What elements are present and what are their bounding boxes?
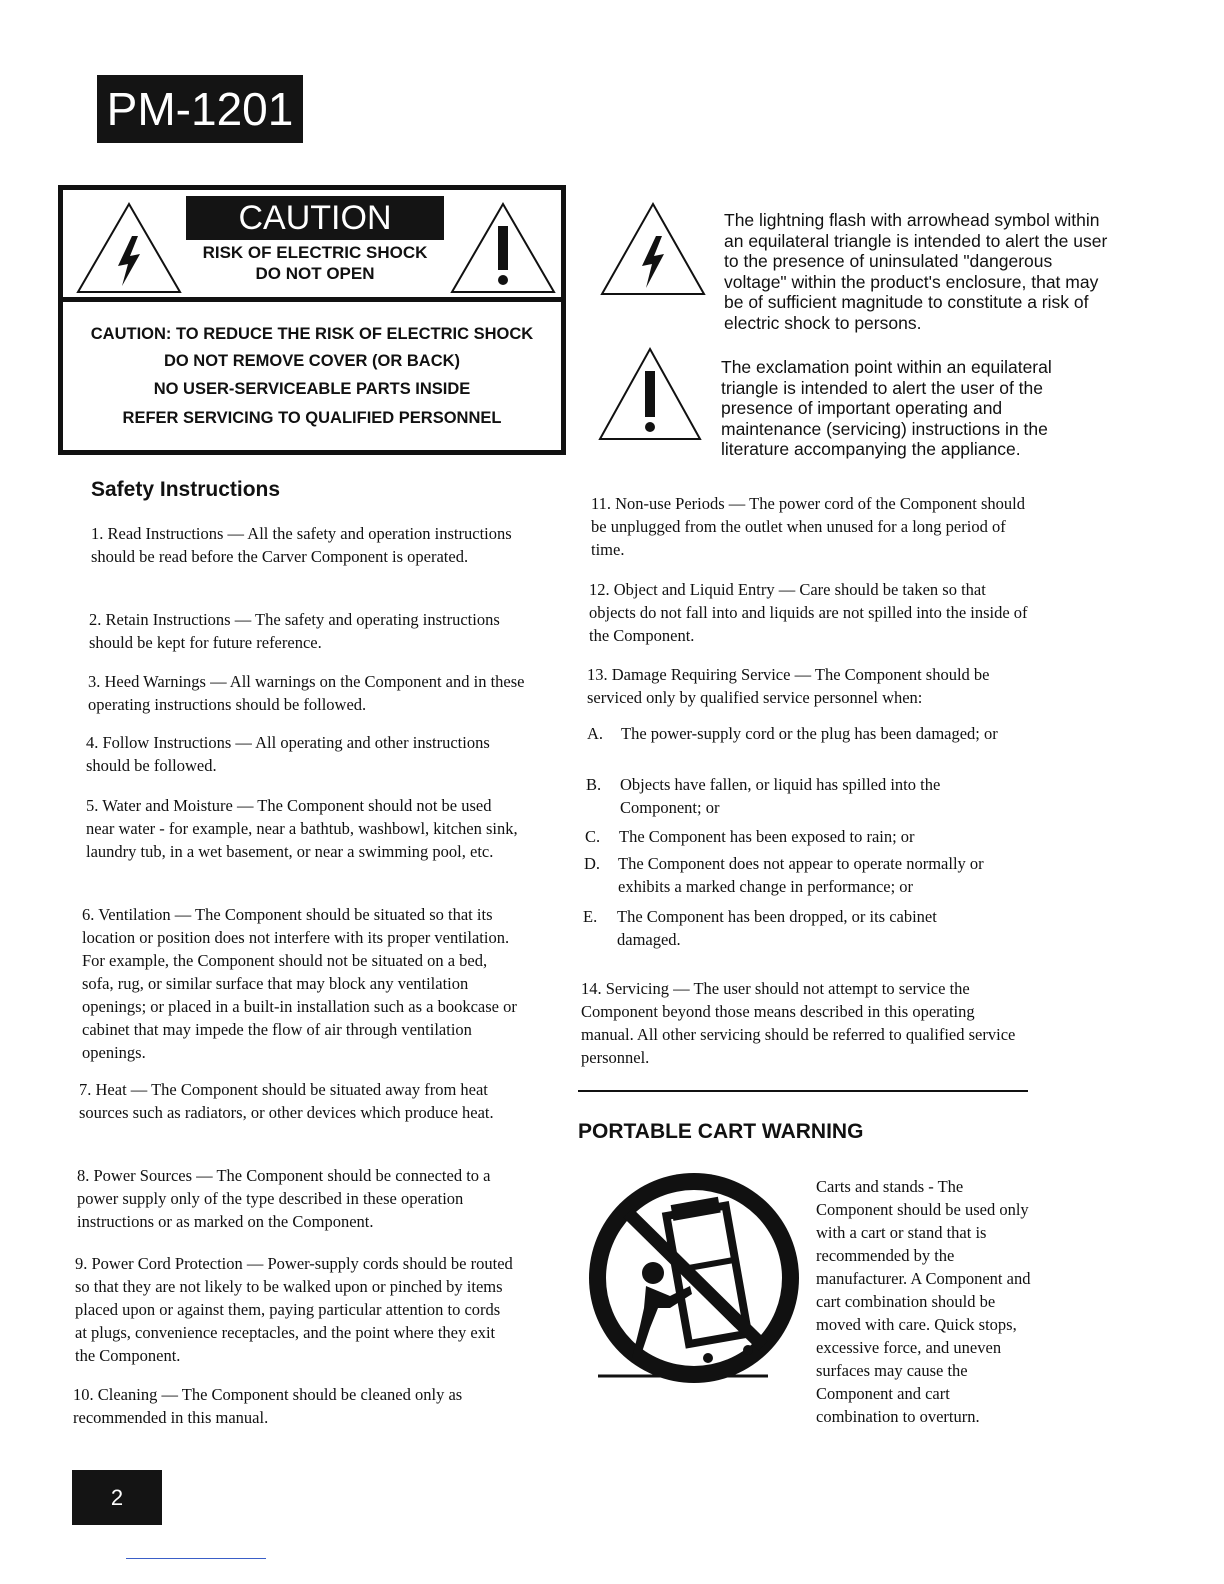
sub-item-letter: C.	[585, 827, 601, 846]
safety-item-11: 11. Non-use Periods — The power cord of the Component should be unplugged from the outlet when unused for a long period of time.	[591, 494, 1025, 559]
safety-item-4: 4. Follow Instructions — All operating and other instructions should be followed.	[86, 733, 490, 775]
exclamation-explanation: The exclamation point within an equilateral triangle is intended to alert the user of the presence of important operating and maintenance (servicing) instructions in the literature accompanying the appliance.	[721, 357, 1052, 459]
lightning-triangle-icon	[74, 200, 184, 296]
cart-tipping-icon	[578, 1168, 808, 1393]
section-divider	[578, 1090, 1028, 1092]
safety-item-1: 1. Read Instructions — All the safety and operation instructions should be read before the Carver Component is operated.	[91, 524, 512, 566]
sub-item-letter: E.	[583, 907, 598, 926]
safety-item-8: 8. Power Sources — The Component should be connected to a power supply only of the type described in these operation instructions or as marked on the Component.	[77, 1166, 491, 1231]
footer-rule	[126, 1558, 266, 1559]
caution-banner: CAUTION	[186, 196, 444, 240]
safety-item-5: 5. Water and Moisture — The Component should not be used near water - for example, near a bathtub, washbowl, kitchen sink, laundry tub, in a wet basement, or near a swimming pool, etc.	[86, 796, 518, 861]
safety-item-6: 6. Ventilation — The Component should be situated so that its location or position does not interfere with its proper ventilation. For example, the Component should not be situated on a bed, sofa, rug, or similar surface that may block any ventilation openings; or placed in a built-in installation such as a bookcase or cabinet that may impede the flow of air through ventilation openings.	[82, 905, 517, 1062]
page-number: 2	[72, 1470, 162, 1525]
sub-item-e	[583, 905, 1003, 951]
caution-subtitle-1: RISK OF ELECTRIC SHOCK	[202, 243, 428, 262]
sub-item-text: The Component has been exposed to rain; or	[619, 827, 915, 846]
exclamation-symbol-icon	[596, 345, 704, 443]
safety-item-13: 13. Damage Requiring Service — The Component should be serviced only by qualified service personnel when:	[587, 665, 990, 707]
sub-item-letter: D.	[584, 854, 601, 873]
safety-item-3: 3. Heed Warnings — All warnings on the Component and in these operating instructions should be followed.	[88, 672, 525, 714]
lightning-explanation: The lightning flash with arrowhead symbol within an equilateral triangle is intended to alert the user to the presence of uninsulated "dangerous voltage" within the product's enclosure, that may be of sufficient magnitude to constitute a risk of electric shock to persons.	[724, 210, 1108, 333]
sub-item-text: The power-supply cord or the plug has been damaged; or	[621, 724, 998, 743]
sub-item-text: Objects have fallen, or liquid has spilled into the Component; or	[620, 775, 941, 817]
safety-item-10: 10. Cleaning — The Component should be cleaned only as recommended in this manual.	[73, 1385, 463, 1427]
sub-item-letter: A.	[587, 724, 604, 743]
sub-item-text: The Component does not appear to operate normally or exhibits a marked change in performance; or	[618, 854, 984, 896]
caution-divider	[58, 297, 566, 302]
sub-item-c	[585, 825, 1030, 848]
sub-item-letter: B.	[586, 775, 602, 794]
sub-item-d	[584, 852, 1029, 898]
sub-item-a	[587, 722, 1032, 745]
cart-warning-text: Carts and stands - The Component should be used only with a cart or stand that is recommended by the manufacturer. A Component and cart combination should be moved with care. Quick stops, excessive force, and uneven surfaces may cause the Component and cart combination to overturn.	[816, 1177, 1031, 1426]
safety-item-14: 14. Servicing — The user should not attempt to service the Component beyond those means described in this operating manual. All other servicing should be referred to qualified service personnel.	[581, 979, 1016, 1067]
model-badge: PM-1201	[97, 75, 303, 143]
sub-item-text: The Component has been dropped, or its cabinet damaged.	[617, 907, 937, 949]
safety-item-12: 12. Object and Liquid Entry — Care should be taken so that objects do not fall into and liquids are not spilled into the inside of the Component.	[589, 580, 1028, 645]
safety-item-7: 7. Heat — The Component should be situated away from heat sources such as radiators, or other devices which produce heat.	[79, 1080, 494, 1122]
safety-item-9: 9. Power Cord Protection — Power-supply cords should be routed so that they are not likely to be walked upon or pinched by items placed upon or against them, paying particular attention to cords at plugs, convenience receptacles, and the point where they exit the Component.	[75, 1254, 513, 1365]
sub-item-b	[586, 773, 1006, 819]
safety-title: Safety Instructions	[91, 478, 281, 501]
caution-subtitle-2: DO NOT OPEN	[255, 264, 375, 283]
cart-warning-title: PORTABLE CART WARNING	[578, 1120, 864, 1143]
caution-line-2: DO NOT REMOVE COVER (OR BACK)	[163, 352, 461, 370]
caution-line-4: REFER SERVICING TO QUALIFIED PERSONNEL	[122, 409, 502, 427]
safety-item-2: 2. Retain Instructions — The safety and operating instructions should be kept for future reference.	[89, 610, 500, 652]
caution-line-1: CAUTION: TO REDUCE THE RISK OF ELECTRIC SHOCK	[90, 325, 534, 343]
caution-line-3: NO USER-SERVICEABLE PARTS INSIDE	[153, 380, 471, 398]
exclamation-triangle-icon	[448, 200, 558, 296]
lightning-symbol-icon	[598, 200, 708, 298]
